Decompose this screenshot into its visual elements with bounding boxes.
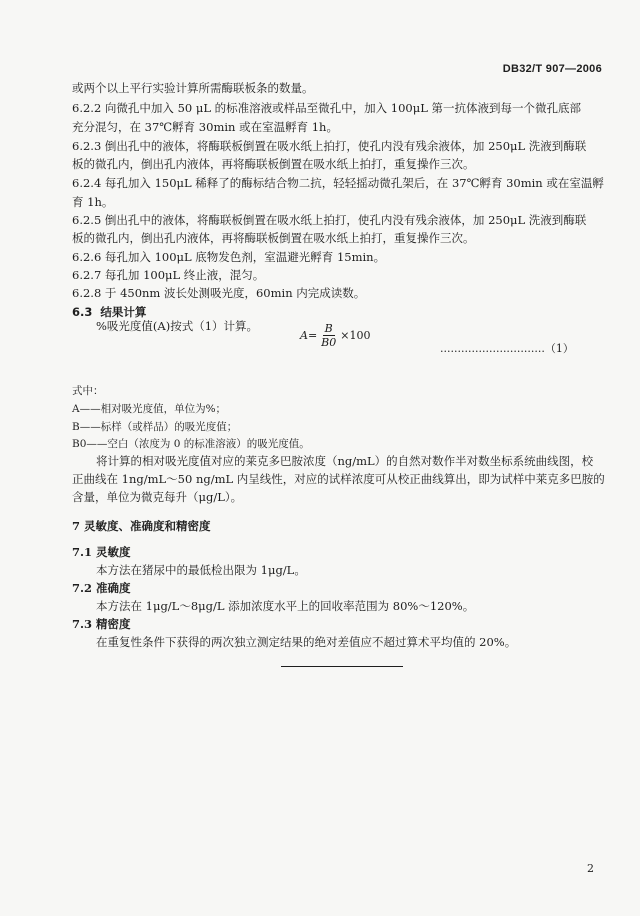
where-b0: B0——空白（浓度为 0 的标准溶液）的吸光度值。 [72, 438, 310, 450]
page-number: 2 [587, 862, 594, 875]
formula-numerator: B [324, 322, 333, 335]
text-line: 或两个以上平行实验计算所需酶联板条的数量。 [72, 81, 314, 95]
section-7-1-text: 本方法在猪尿中的最低检出限为 1μg/L。 [96, 563, 306, 577]
text-line: 板的微孔内，倒出孔内液体，再将酶联板倒置在吸水纸上拍打，重复操作三次。 [72, 231, 475, 245]
text-line: %吸光度值(A)按式（1）计算。 [96, 319, 259, 333]
where-a: A——相对吸光度值，单位为%； [72, 403, 227, 415]
step-6-2-2: 6.2.2 向微孔中加入 50 μL 的标准溶液或样品至微孔中，加入 100μL 第一抗体液到每一个微孔底部 [72, 101, 581, 115]
section-7-1-heading: 7.1 灵敏度 [72, 545, 131, 559]
formula-lhs: A= [300, 329, 318, 342]
step-6-2-8: 6.2.8 于 450nm 波长处测吸光度，60min 内完成读数。 [72, 286, 366, 300]
formula-multiplier: ×100 [340, 329, 371, 342]
text-line: 充分混匀，在 37℃孵育 30min 或在室温孵育 1h。 [72, 120, 338, 134]
section-7-heading: 7 灵敏度、准确度和精密度 [72, 519, 211, 533]
where-title: 式中： [72, 385, 104, 397]
paragraph-line: 将计算的相对吸光度值对应的莱克多巴胺浓度（ng/mL）的自然对数作半对数坐标系统曲线图，校 [96, 454, 594, 468]
paragraph-line: 正曲线在 1ng/mL～50 ng/mL 内呈线性，对应的试样浓度可从校正曲线算出，即为试样中莱克多巴胺的 [72, 472, 605, 486]
step-6-2-5: 6.2.5 倒出孔中的液体，将酶联板倒置在吸水纸上拍打，使孔内没有残余液体，加 250μL 洗液到酶联 [72, 213, 587, 227]
standard-code: DB32/T 907—2006 [502, 63, 602, 75]
section-title: 结果计算 [100, 305, 147, 319]
where-b: B——标样（或样品）的吸光度值； [72, 421, 238, 433]
section-7-2-heading: 7.2 准确度 [72, 581, 131, 595]
section-7-2-text: 本方法在 1μg/L～8μg/L 添加浓度水平上的回收率范围为 80%～120%。 [96, 599, 475, 613]
text-line: 板的微孔内，倒出孔内液体，再将酶联板倒置在吸水纸上拍打，重复操作三次。 [72, 157, 475, 171]
formula-dots: ..............................（1） [440, 342, 574, 355]
formula-fraction [321, 322, 336, 349]
section-7-3-heading: 7.3 精密度 [72, 617, 131, 631]
text-line: 育 1h。 [72, 195, 114, 209]
section-number: 6.3 [72, 305, 93, 319]
formula-denominator: B0 [321, 336, 337, 349]
step-6-2-7: 6.2.7 每孔加 100μL 终止液，混匀。 [72, 268, 265, 282]
end-rule [281, 666, 403, 667]
paragraph-line: 含量，单位为微克每升（μg/L）。 [72, 490, 243, 504]
step-6-2-3: 6.2.3 倒出孔中的液体，将酶联板倒置在吸水纸上拍打，使孔内没有残余液体，加 250μL 洗液到酶联 [72, 139, 587, 153]
formula-1 [300, 322, 370, 349]
step-6-2-4: 6.2.4 每孔加入 150μL 稀释了的酶标结合物二抗，轻轻摇动微孔架后，在 37℃孵育 30min 或在室温孵 [72, 176, 604, 190]
step-6-2-6: 6.2.6 每孔加入 100μL 底物发色剂，室温避光孵育 15min。 [72, 250, 386, 264]
section-7-3-text: 在重复性条件下获得的两次独立测定结果的绝对差值应不超过算术平均值的 20%。 [96, 635, 517, 649]
